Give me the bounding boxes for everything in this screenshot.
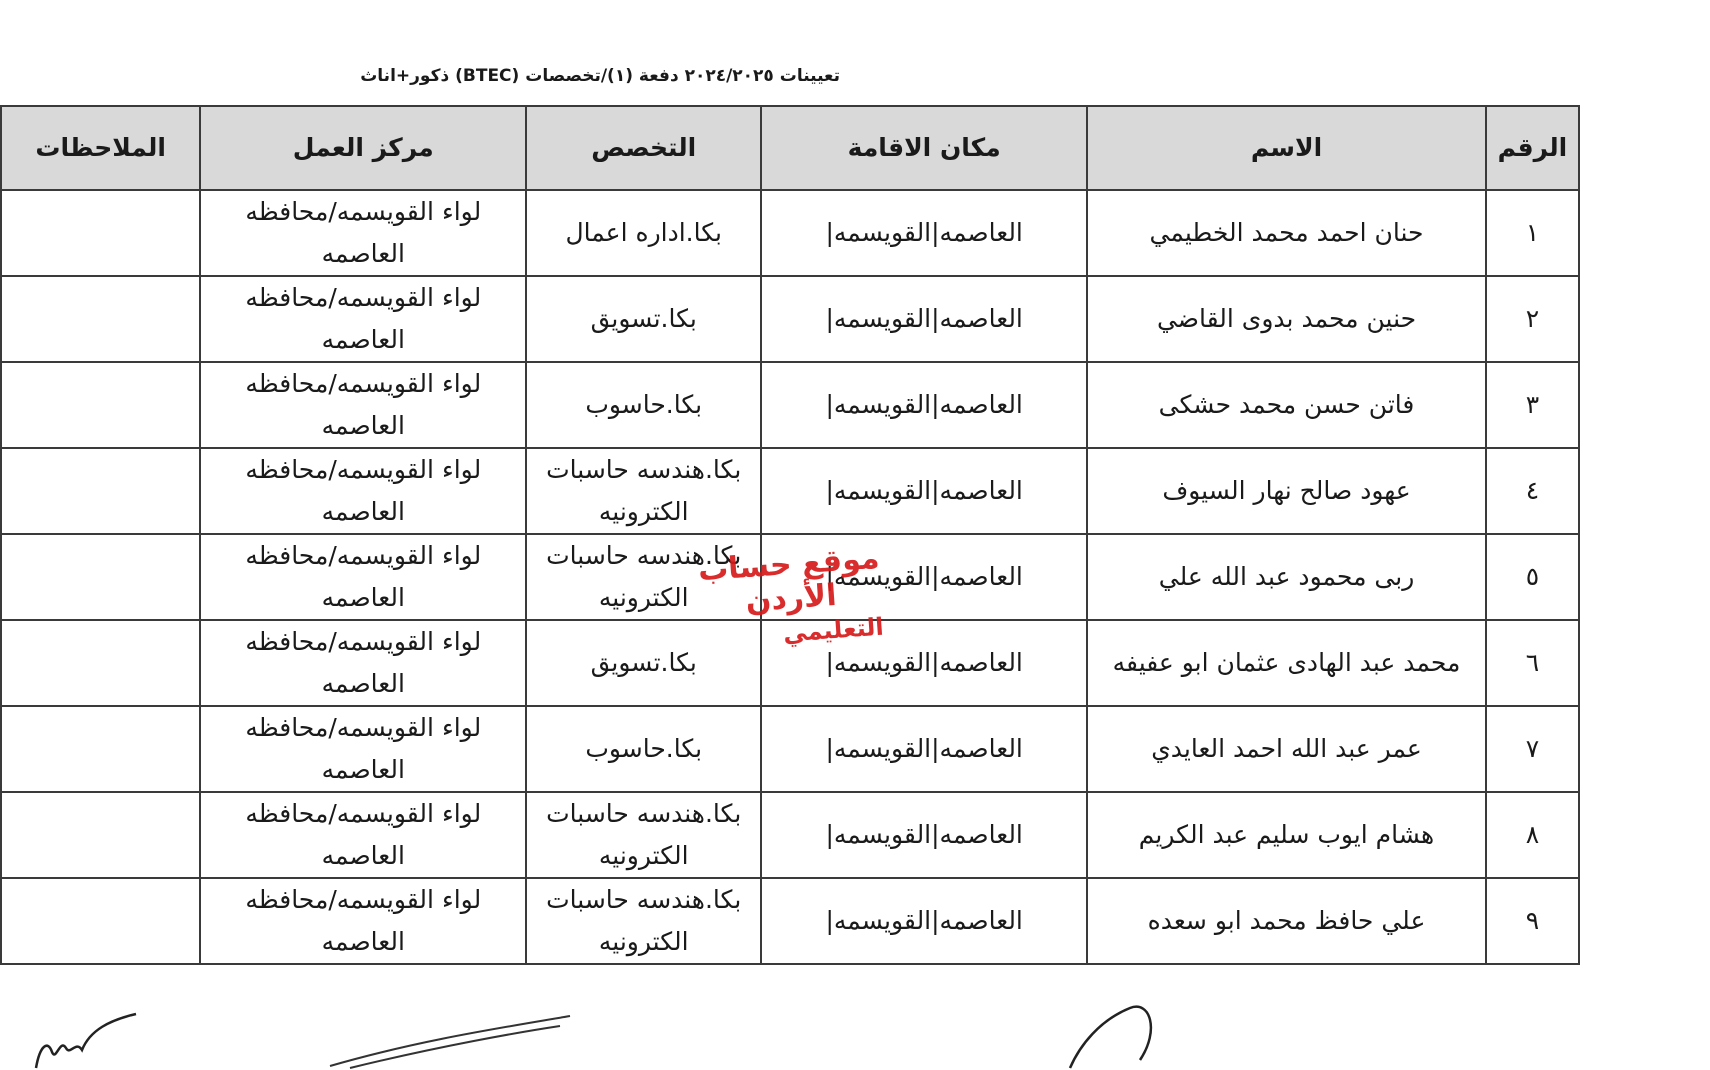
row-residence: العاصمه|القويسمه|	[761, 190, 1087, 276]
row-number: ٩	[1486, 878, 1579, 964]
row-residence: العاصمه|القويسمه|	[761, 706, 1087, 792]
row-notes	[1, 792, 200, 878]
row-workplace: لواء القويسمه/محافظه العاصمه	[200, 448, 526, 534]
row-name: عمر عبد الله احمد العايدي	[1087, 706, 1486, 792]
row-specialty: بكا.حاسوب	[526, 362, 761, 448]
row-name: فاتن حسن محمد حشكى	[1087, 362, 1486, 448]
watermark-line1: موقع حساب الأردن	[696, 540, 881, 620]
row-workplace: لواء القويسمه/محافظه العاصمه	[200, 534, 526, 620]
header-workplace: مركز العمل	[200, 106, 526, 190]
appointments-table	[0, 105, 1580, 965]
row-workplace: لواء القويسمه/محافظه العاصمه	[200, 878, 526, 964]
row-workplace: لواء القويسمه/محافظه العاصمه	[200, 706, 526, 792]
row-specialty: بكا.حاسوب	[526, 706, 761, 792]
row-workplace: لواء القويسمه/محافظه العاصمه	[200, 620, 526, 706]
header-residence: مكان الاقامة	[761, 106, 1087, 190]
row-residence: العاصمه|القويسمه|	[761, 878, 1087, 964]
row-residence: العاصمه|القويسمه|	[761, 792, 1087, 878]
table-row	[1, 448, 1579, 534]
row-name: ربى محمود عبد الله علي	[1087, 534, 1486, 620]
row-residence: العاصمه|القويسمه|	[761, 534, 1087, 620]
row-name: علي حافظ محمد ابو سعده	[1087, 878, 1486, 964]
watermark-line2: التعليمي	[782, 612, 885, 648]
row-workplace: لواء القويسمه/محافظه العاصمه	[200, 276, 526, 362]
row-number: ٧	[1486, 706, 1579, 792]
row-specialty: بكا.تسويق	[526, 620, 761, 706]
row-name: محمد عبد الهادى عثمان ابو عفيفه	[1087, 620, 1486, 706]
signature-center	[330, 1016, 570, 1068]
row-notes	[1, 534, 200, 620]
row-workplace: لواء القويسمه/محافظه العاصمه	[200, 792, 526, 878]
row-notes	[1, 448, 200, 534]
table-row	[1, 276, 1579, 362]
header-number: الرقم	[1486, 106, 1579, 190]
document-title: تعيينات ٢٠٢٤/٢٠٢٥ دفعة (١)/تخصصات (BTEC) ذكور+اناث	[360, 66, 840, 86]
row-number: ٦	[1486, 620, 1579, 706]
table-row	[1, 878, 1579, 964]
signature-left	[36, 1014, 136, 1068]
row-name: حنين محمد بدوى القاضي	[1087, 276, 1486, 362]
row-number: ٣	[1486, 362, 1579, 448]
header-name: الاسم	[1087, 106, 1486, 190]
row-number: ١	[1486, 190, 1579, 276]
header-notes: الملاحظات	[1, 106, 200, 190]
row-notes	[1, 362, 200, 448]
signatures	[0, 990, 1710, 1070]
row-notes	[1, 878, 200, 964]
header-specialty: التخصص	[526, 106, 761, 190]
row-notes	[1, 706, 200, 792]
row-number: ٨	[1486, 792, 1579, 878]
table-header-row	[1, 106, 1579, 190]
row-notes	[1, 620, 200, 706]
table-row	[1, 706, 1579, 792]
table-row	[1, 362, 1579, 448]
row-workplace: لواء القويسمه/محافظه العاصمه	[200, 362, 526, 448]
row-name: حنان احمد محمد الخطيمي	[1087, 190, 1486, 276]
row-notes	[1, 190, 200, 276]
row-specialty: بكا.هندسه حاسبات الكترونيه	[526, 878, 761, 964]
row-number: ٢	[1486, 276, 1579, 362]
row-name: عهود صالح نهار السيوف	[1087, 448, 1486, 534]
table-row	[1, 792, 1579, 878]
row-specialty: بكا.هندسه حاسبات الكترونيه	[526, 448, 761, 534]
row-specialty: بكا.تسويق	[526, 276, 761, 362]
row-name: هشام ايوب سليم عبد الكريم	[1087, 792, 1486, 878]
row-specialty: بكا.اداره اعمال	[526, 190, 761, 276]
row-residence: العاصمه|القويسمه|	[761, 362, 1087, 448]
table-row	[1, 190, 1579, 276]
row-residence: العاصمه|القويسمه|	[761, 620, 1087, 706]
row-residence: العاصمه|القويسمه|	[761, 276, 1087, 362]
row-specialty: بكا.هندسه حاسبات الكترونيه	[526, 792, 761, 878]
row-workplace: لواء القويسمه/محافظه العاصمه	[200, 190, 526, 276]
signature-right	[1070, 1007, 1151, 1068]
row-number: ٥	[1486, 534, 1579, 620]
row-specialty: بكا.هندسه حاسبات الكترونيه	[526, 534, 761, 620]
row-notes	[1, 276, 200, 362]
row-residence: العاصمه|القويسمه|	[761, 448, 1087, 534]
row-number: ٤	[1486, 448, 1579, 534]
